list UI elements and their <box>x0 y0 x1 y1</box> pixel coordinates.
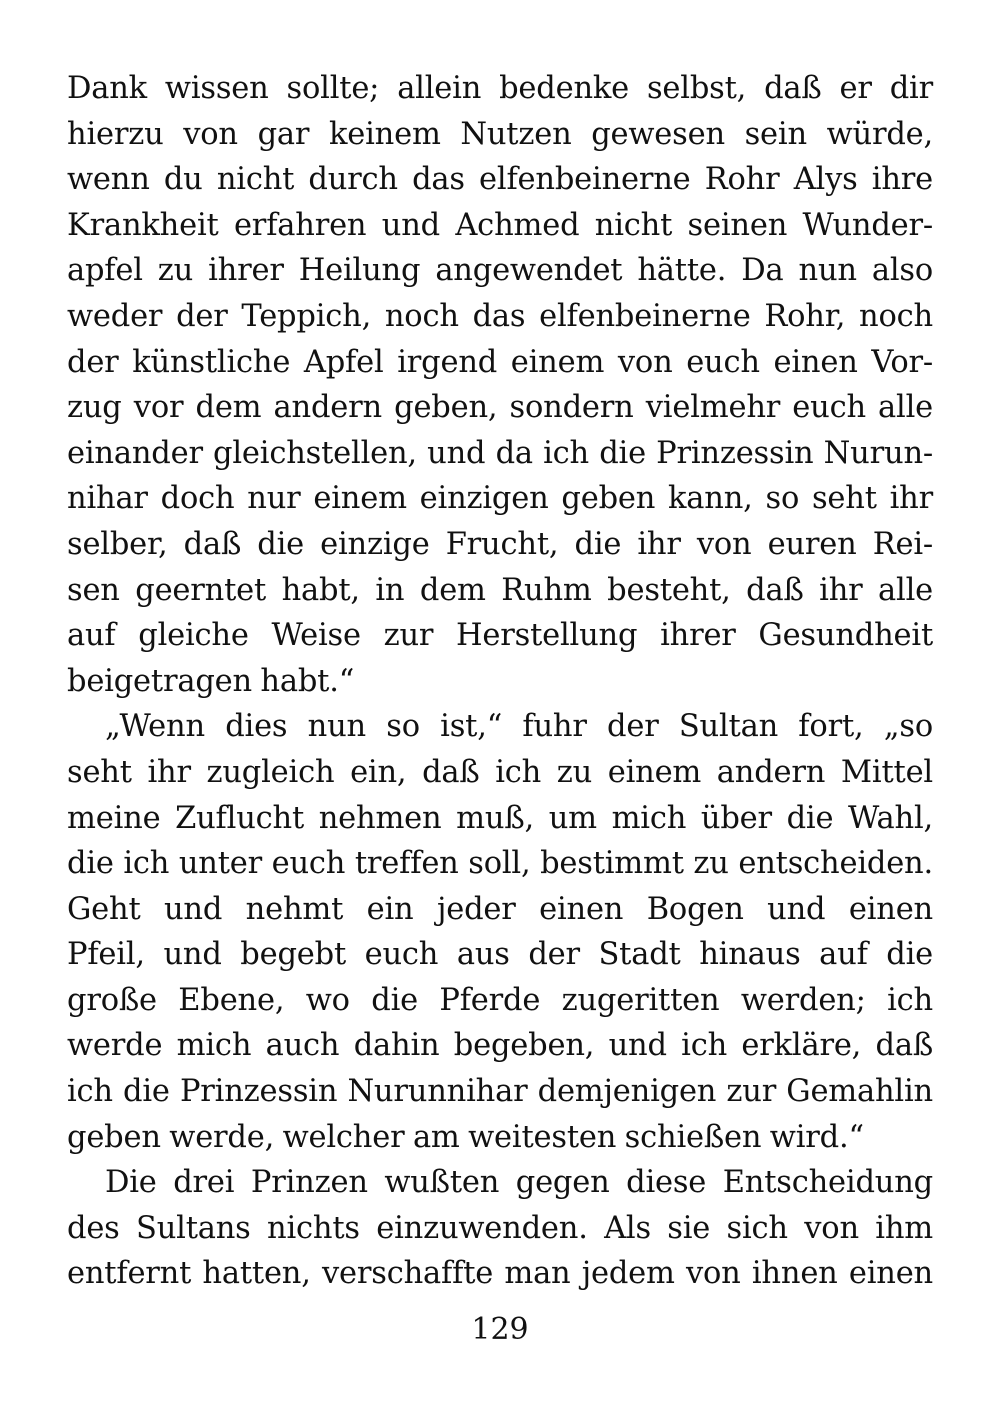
text-line: der künstliche Apfel irgend einem von euch einen Vor- <box>67 344 933 380</box>
paragraph-1 <box>67 66 933 704</box>
text-line: Krankheit erfahren und Achmed nicht seinen Wunder- <box>67 207 933 243</box>
paragraph-2 <box>67 704 933 1160</box>
text-line: werde mich auch dahin begeben, und ich erkläre, daß <box>67 1028 933 1064</box>
text-line: die ich unter euch treffen soll, bestimmt zu entscheiden. <box>67 846 933 882</box>
text-line: apfel zu ihrer Heilung angewendet hätte. Da nun also <box>67 253 933 289</box>
text-line: entfernt hatten, verschaffte man jedem von ihnen einen <box>67 1256 933 1292</box>
text-line: weder der Teppich, noch das elfenbeinerne Rohr, noch <box>67 298 933 334</box>
paragraph-3 <box>67 1160 933 1297</box>
page-number: 129 <box>471 1312 529 1347</box>
text-line: „Wenn dies nun so ist,“ fuhr der Sultan fort, „so <box>105 709 933 745</box>
text-line: geben werde, welcher am weitesten schießen wird.“ <box>67 1119 864 1155</box>
text-line: ich die Prinzessin Nurunnihar demjenigen zur Gemahlin <box>67 1074 933 1110</box>
text-line: sen geerntet habt, in dem Ruhm besteht, daß ihr alle <box>67 572 933 608</box>
text-line: große Ebene, wo die Pferde zugeritten werden; ich <box>67 982 933 1018</box>
text-line: zug vor dem andern geben, sondern vielmehr euch alle <box>67 390 933 426</box>
text-line: Dank wissen sollte; allein bedenke selbst, daß er dir <box>67 71 933 106</box>
text-line: meine Zuflucht nehmen muß, um mich über die Wahl, <box>67 800 933 836</box>
text-line: auf gleiche Weise zur Herstellung ihrer Gesundheit <box>67 618 933 654</box>
body-text <box>67 66 933 1297</box>
text-line: beigetragen habt.“ <box>67 663 355 699</box>
text-line: selber, daß die einzige Frucht, die ihr von euren Rei- <box>67 526 933 562</box>
text-line: einander gleichstellen, und da ich die Prinzessin Nurun- <box>67 435 933 471</box>
text-line: Die drei Prinzen wußten gegen diese Entscheidung <box>105 1165 933 1201</box>
text-line: nihar doch nur einem einzigen geben kann, so seht ihr <box>67 481 933 517</box>
text-line: wenn du nicht durch das elfenbeinerne Rohr Alys ihre <box>67 162 933 198</box>
text-line: seht ihr zugleich ein, daß ich zu einem andern Mittel <box>67 754 933 790</box>
text-line: Geht und nehmt ein jeder einen Bogen und einen <box>67 891 933 927</box>
text-line: Pfeil, und begebt euch aus der Stadt hinaus auf die <box>67 937 933 973</box>
text-line: hierzu von gar keinem Nutzen gewesen sein würde, <box>67 116 933 152</box>
text-line: des Sultans nichts einzuwenden. Als sie sich von ihm <box>67 1210 933 1246</box>
